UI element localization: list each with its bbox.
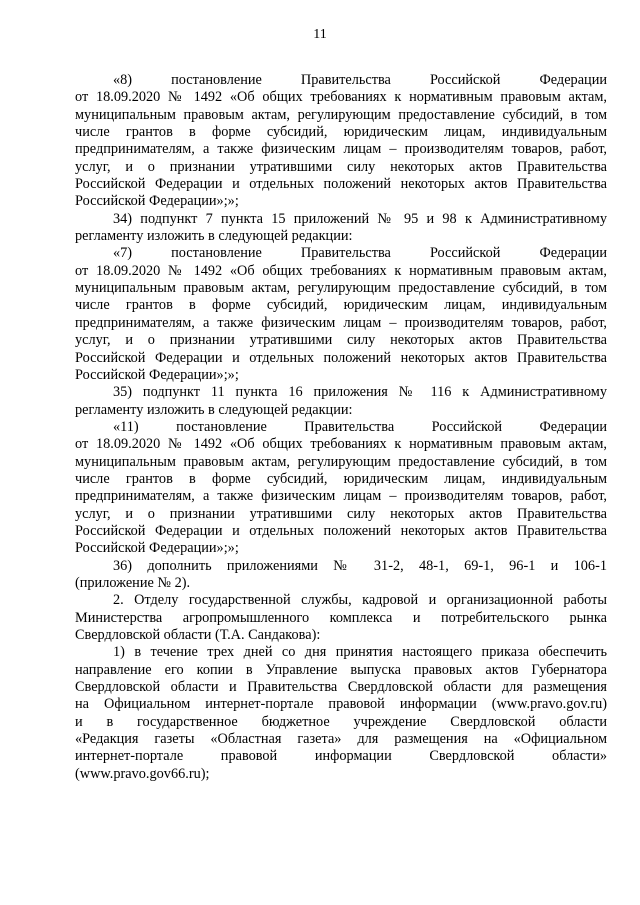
paragraph-item-34 <box>75 211 607 246</box>
text-line: «8) постановление Правительства Российской Федерации <box>113 72 607 88</box>
text-line: регламенту изложить в следующей редакции: <box>75 401 353 418</box>
text-line: Российской Федерации и отдельных положений некоторых актов Правительства <box>75 349 607 366</box>
text-line: «7) постановление Правительства Российской Федерации <box>113 245 607 262</box>
text-line: 35) подпункт 11 пункта 16 приложения № 116 к Административному <box>113 384 607 401</box>
text-line: интернет-портале правовой информации Свердловской области» <box>75 748 607 765</box>
paragraph-quote-11 <box>75 419 607 558</box>
text-line: Российской Федерации»;»; <box>75 366 239 383</box>
text-line: Российской Федерации»;»; <box>75 540 239 557</box>
text-line: услуг, и о признании утратившими силу некоторых актов Правительства <box>75 158 607 175</box>
page-number: 11 <box>313 27 327 42</box>
text-line: муниципальным правовым актам, регулирующим предоставление субсидий, в том <box>75 106 607 123</box>
text-line: Российской Федерации»;»; <box>75 193 239 210</box>
text-line: 1) в течение трех дней со дня принятия настоящего приказа обеспечить <box>113 644 607 661</box>
text-line: «Редакция газеты «Областная газета» для размещения на «Официальном <box>75 731 607 748</box>
paragraph-item-36 <box>75 558 607 593</box>
text-line: числе грантов в форме субсидий, юридическим лицам, индивидуальным <box>75 124 607 141</box>
text-line: Министерства агропромышленного комплекса и потребительского рынка <box>75 609 607 626</box>
text-line: 36) дополнить приложениями № 31-2, 48-1, 69-1, 96-1 и 106-1 <box>113 557 607 574</box>
text-line: муниципальным правовым актам, регулирующим предоставление субсидий, в том <box>75 453 607 470</box>
text-line: предпринимателям, а также физическим лицам – производителям товаров, работ, <box>75 314 607 331</box>
text-line: (приложение № 2). <box>75 574 191 591</box>
text-line: от 18.09.2020 № 1492 «Об общих требованиях к нормативным правовым актам, <box>75 262 607 279</box>
paragraph-quote-8 <box>75 72 607 211</box>
paragraph-quote-7 <box>75 245 607 384</box>
text-line: услуг, и о признании утратившими силу некоторых актов Правительства <box>75 332 607 349</box>
text-line: (www.pravo.gov66.ru); <box>75 765 210 782</box>
text-line: числе грантов в форме субсидий, юридическим лицам, индивидуальным <box>75 297 607 314</box>
text-line: Российской Федерации и отдельных положений некоторых актов Правительства <box>75 522 607 539</box>
text-line: «11) постановление Правительства Российской Федерации <box>113 418 607 435</box>
paragraph-item-35 <box>75 384 607 419</box>
text-line: Российской Федерации и отдельных положений некоторых актов Правительства <box>75 176 607 193</box>
paragraph-item-2 <box>75 592 607 644</box>
document-body <box>75 72 607 783</box>
text-line: от 18.09.2020 № 1492 «Об общих требованиях к нормативным правовым актам, <box>75 89 607 106</box>
text-line: направление его копии в Управление выпуска правовых актов Губернатора <box>75 661 607 678</box>
text-line: услуг, и о признании утратившими силу некоторых актов Правительства <box>75 505 607 522</box>
text-line: регламенту изложить в следующей редакции: <box>75 228 353 245</box>
text-line: числе грантов в форме субсидий, юридическим лицам, индивидуальным <box>75 470 607 487</box>
text-line: муниципальным правовым актам, регулирующим предоставление субсидий, в том <box>75 280 607 297</box>
text-line: и в государственное бюджетное учреждение Свердловской области <box>75 713 607 730</box>
text-line: 2. Отделу государственной службы, кадровой и организационной работы <box>113 592 607 609</box>
text-line: 34) подпункт 7 пункта 15 приложений № 95 и 98 к Административному <box>113 210 607 227</box>
text-line: Свердловской области и Правительства Свердловской области для размещения <box>75 679 607 696</box>
text-line: от 18.09.2020 № 1492 «Об общих требованиях к нормативным правовым актам, <box>75 436 607 453</box>
paragraph-item-2-1 <box>75 644 607 783</box>
text-line: Свердловской области (Т.А. Сандакова): <box>75 627 321 643</box>
text-line: на Официальном интернет-портале правовой информации (www.pravo.gov.ru) <box>75 696 607 713</box>
text-line: предпринимателям, а также физическим лицам – производителям товаров, работ, <box>75 488 607 505</box>
text-line: предпринимателям, а также физическим лицам – производителям товаров, работ, <box>75 141 607 158</box>
